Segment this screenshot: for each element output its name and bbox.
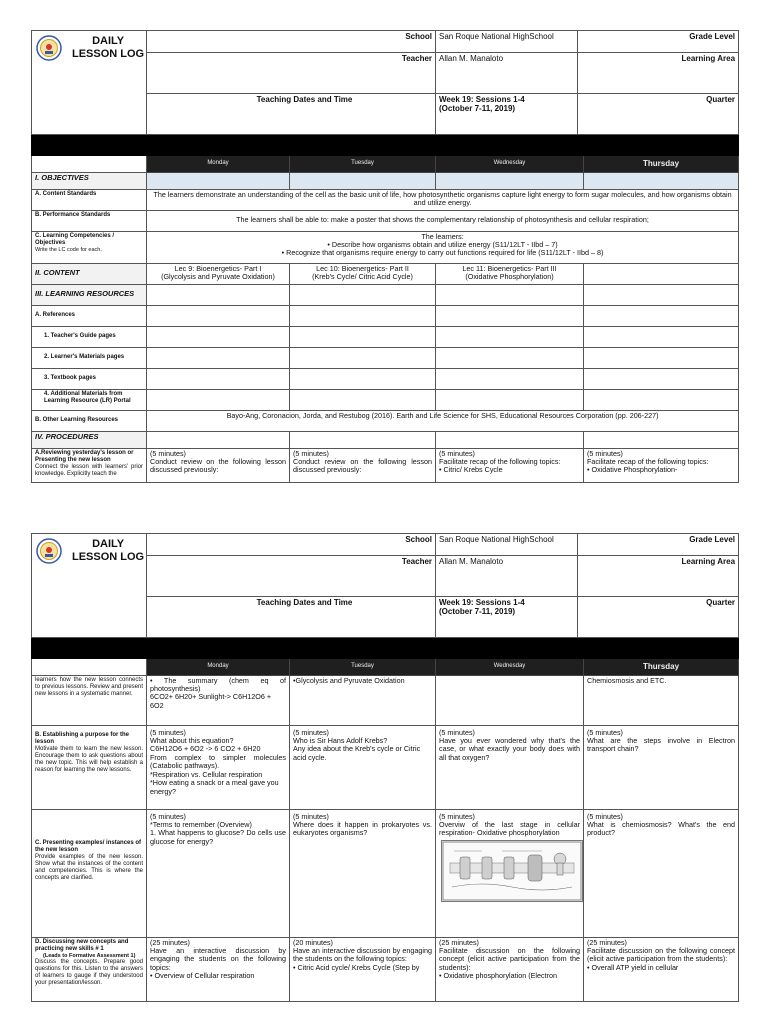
review-monday-text: Conduct review on the following lesson discussed previously: [150, 456, 286, 475]
header-table-2 [31, 533, 739, 638]
purpose-description: Motivate them to learn the new lesson. Encourage them to ask questions about the new topic. This will help establish a reason for learning the new lessons. [35, 745, 143, 773]
review-monday-summary: • The summary (chem eq of photosynthesis) [150, 675, 286, 693]
purpose-monday-eq: C6H12O6 + 6O2 -> 6 CO2 + 6H20 [150, 744, 261, 754]
day-monday: Monday [147, 658, 290, 675]
lesson-log-page-2 [31, 533, 738, 1002]
purpose-tuesday-q2: Any idea about the Kreb's cycle or Citric acid cycle. [293, 744, 421, 762]
discuss-monday-time: (25 minutes) [150, 937, 190, 947]
dates-label: Teaching Dates and Time [147, 596, 436, 637]
dates-value-2: (October 7-11, 2019) [439, 607, 516, 617]
review-thursday-text: Facilitate recap of the following topics: [587, 456, 709, 466]
content-standards-text: The learners demonstrate an understanding of the cell as the basic unit of life, how photosynthetic organisms capture light energy to form sugar molecules, and how organisms obtain and utilize energy. [147, 189, 739, 210]
purpose-tuesday-time: (5 minutes) [293, 727, 329, 737]
examples-label: C. Presenting examples/ instances of the new lesson [35, 839, 142, 853]
examples-thursday-q: What is chemiosmosis? What's the end product? [587, 819, 736, 838]
header-table [31, 30, 739, 135]
performance-standards-text: The learners shall be able to: make a poster that shows the complementary relationship of photosynthesis and cellular respiration; [147, 210, 739, 231]
review-monday-equation: 6CO2+ 6H20+ Sunlight-> C6H12O6 + 6O2 [150, 692, 272, 710]
purpose-thursday-time: (5 minutes) [587, 727, 623, 737]
review-wednesday-item: • Citric/ Krebs Cycle [439, 465, 503, 475]
title-line-2: LESSON LOG [72, 48, 145, 61]
examples-monday-q: 1. What happens to glucose? Do cells use glucose for energy? [150, 828, 286, 846]
purpose-monday-snack: *How eating a snack or a meal gave you energy? [150, 778, 279, 796]
content-monday-1: Lec 9: Bioenergetics- Part I [174, 263, 262, 273]
dates-label: Teaching Dates and Time [147, 93, 436, 134]
dates-value-2: (October 7-11, 2019) [439, 104, 516, 114]
discuss-tuesday-item: • Citric Acid cycle/ Krebs Cycle (Step by [293, 962, 420, 972]
teacher-label: Teacher [147, 53, 436, 94]
review-description: Connect the lesson with learners' prior knowledge. Explicitly teach the [35, 463, 143, 477]
purpose-monday-time: (5 minutes) [150, 727, 186, 737]
content-monday-2: (Glycolysis and Pyruvate Oxidation) [161, 271, 275, 281]
content-wednesday-1: Lec 11: Bioenergetics- Part III [462, 263, 557, 273]
content-wednesday-2: (Oxidative Phosphorylation) [465, 271, 554, 281]
teacher-value: Allan M. Manaloto [436, 556, 578, 597]
review-tuesday-text: Conduct review on the following lesson discussed previously: [293, 456, 432, 475]
performance-standards-label: B. Performance Standards [32, 210, 147, 231]
examples-wednesday-text: Overviw of the last stage in cellular respiration- Oxidative phosphorylation [439, 819, 580, 838]
purpose-monday-catabolic: From complex to simpler molecules (Catabolic pathways). [150, 752, 286, 771]
objectives-heading: I. OBJECTIVES [32, 172, 147, 189]
title-line-2: LESSON LOG [72, 551, 145, 564]
deped-seal-icon [36, 35, 62, 61]
review-wednesday-time: (5 minutes) [439, 448, 475, 458]
examples-tuesday-time: (5 minutes) [293, 811, 329, 821]
examples-thursday-time: (5 minutes) [587, 811, 623, 821]
examples-monday-terms: *Terms to remember (Overview) [150, 819, 252, 829]
lesson-table-2 [31, 638, 739, 1002]
discuss-wednesday-text: Facilitate discussion on the following concept (elicit active participation from the students): [439, 945, 580, 972]
title-line-1: DAILY [92, 35, 125, 47]
dates-value-1: Week 19: Sessions 1-4 [439, 597, 525, 607]
purpose-thursday-q: What are the steps involve in Electron transport chain? [587, 735, 736, 754]
discuss-label: D. Discussing new concepts and practicing new skills # 1 [35, 938, 129, 952]
dates-value-1: Week 19: Sessions 1-4 [439, 94, 525, 104]
textbook-pages-label: 3. Textbook pages [32, 368, 147, 389]
discuss-tuesday-time: (20 minutes) [293, 937, 333, 947]
discuss-thursday-item: • Overall ATP yield in cellular [587, 962, 679, 972]
additional-materials-label: 4. Additional Materials from Learning Resource (LR) Portal [32, 389, 147, 410]
oxidative-phosphorylation-diagram [441, 840, 583, 902]
purpose-wednesday-time: (5 minutes) [439, 727, 475, 737]
purpose-label: B. Establishing a purpose for the lesson [35, 731, 130, 745]
teachers-guide-label: 1. Teacher's Guide pages [32, 326, 147, 347]
learning-area-label: Learning Area [578, 53, 739, 94]
title-line-1: DAILY [92, 538, 125, 550]
day-tuesday: Tuesday [290, 658, 436, 675]
review-label: A.Reviewing yesterday's lesson or Presenting the new lesson [35, 449, 134, 463]
review-thursday-item: • Oxidative Phosphorylation- [587, 465, 678, 475]
competency-1: • Describe how organisms obtain and utilize energy (S11/12LT - IIbd – 7) [327, 239, 558, 249]
grade-level-label: Grade Level [578, 31, 739, 53]
lesson-table-1 [31, 135, 739, 483]
examples-description: Provide examples of the new lesson. Show what the instances of the content and competencies. This is where the concepts are clarified. [35, 853, 143, 881]
content-heading: II. CONTENT [32, 263, 147, 284]
purpose-monday-respiration: *Respiration vs. Cellular respiration [150, 769, 263, 779]
review-thursday-time: (5 minutes) [587, 448, 623, 458]
competencies-intro: The learners: [421, 231, 464, 241]
quarter-label: Quarter [578, 93, 739, 134]
logo-title-cell [32, 31, 147, 135]
lesson-log-page-1 [31, 30, 738, 483]
school-label: School [147, 31, 436, 53]
discuss-wednesday-time: (25 minutes) [439, 937, 479, 947]
day-tuesday: Tuesday [290, 155, 436, 172]
discuss-description: Discuss the concepts. Prepare good questions for this. Listen to the answers of learners to gauge if they understood your presentation/lesson. [35, 959, 143, 987]
learners-materials-label: 2. Learner's Materials pages [32, 347, 147, 368]
discuss-sub: (Leads to Formative Assessment 1) [43, 952, 136, 959]
school-label: School [147, 534, 436, 556]
grade-level-label: Grade Level [578, 534, 739, 556]
other-resources-text: Bayo-Ang, Coronacion, Jorda, and Restubog (2016). Earth and Life Science for SHS, Educational Resources Corporation (pp. 206-227) [147, 410, 739, 431]
competency-2: • Recognize that organisms require energy to carry out functions required for life (S11/12LT - IIbd – 8) [281, 248, 604, 258]
learning-area-label: Learning Area [578, 556, 739, 597]
discuss-monday-item: • Overview of Cellular respiration [150, 971, 255, 981]
teacher-label: Teacher [147, 556, 436, 597]
learning-resources-heading: III. LEARNING RESOURCES [32, 284, 147, 305]
review-tuesday-time: (5 minutes) [293, 448, 329, 458]
day-thursday: Thursday [584, 658, 739, 675]
day-wednesday: Wednesday [436, 155, 584, 172]
deped-seal-icon [36, 538, 62, 564]
review-tuesday-item: •Glycolysis and Pyruvate Oxidation [290, 675, 436, 725]
content-standards-label: A. Content Standards [32, 189, 147, 210]
other-resources-label: B. Other Learning Resources [32, 410, 147, 431]
examples-tuesday-q: Where does it happen in prokaryotes vs. eukaryotes organisms? [293, 819, 432, 838]
purpose-wednesday-q: Have you ever wondered why that's the case, or what exactly your body does with all that oxygen? [439, 735, 580, 762]
school-value: San Roque National HighSchool [436, 534, 578, 556]
examples-wednesday-time: (5 minutes) [439, 811, 475, 821]
discuss-thursday-text: Facilitate discussion on the following concept (elicit active participation from the students): [587, 945, 736, 964]
teacher-value: Allan M. Manaloto [436, 53, 578, 94]
review-description-cont: learners how the new lesson connects to previous lessons. Review and present new lessons in a systematic manner. [35, 676, 143, 697]
review-thursday-item-cont: Chemiosmosis and ETC. [584, 675, 739, 725]
review-monday-time: (5 minutes) [150, 448, 186, 458]
competencies-label: C. Learning Competencies / Objectives [35, 232, 115, 246]
content-tuesday-1: Lec 10: Bioenergetics- Part II [316, 263, 409, 273]
procedures-heading: IV. PROCEDURES [32, 431, 147, 448]
examples-monday-time: (5 minutes) [150, 811, 186, 821]
purpose-monday-q: What about this equation? [150, 735, 234, 745]
quarter-label: Quarter [578, 596, 739, 637]
discuss-wednesday-item: • Oxidative phosphorylation (Electron [439, 971, 557, 981]
day-thursday: Thursday [584, 155, 739, 172]
day-monday: Monday [147, 155, 290, 172]
logo-title-cell-2 [32, 534, 147, 638]
purpose-tuesday-q1: Who is Sir Hans Adolf Krebs? [293, 735, 388, 745]
discuss-tuesday-text: Have an interactive discussion by engaging the students on the following topics: [293, 945, 432, 964]
references-label: A. References [32, 305, 147, 326]
school-value: San Roque National HighSchool [436, 31, 578, 53]
content-tuesday-2: (Kreb's Cycle/ Citric Acid Cycle) [312, 271, 413, 281]
discuss-thursday-time: (25 minutes) [587, 937, 627, 947]
review-wednesday-text: Facilitate recap of the following topics: [439, 456, 561, 466]
day-wednesday: Wednesday [436, 658, 584, 675]
discuss-monday-text: Have an interactive discussion by engaging the students on the following topics: [150, 945, 286, 972]
competencies-sub: Write the LC code for each. [35, 246, 102, 253]
